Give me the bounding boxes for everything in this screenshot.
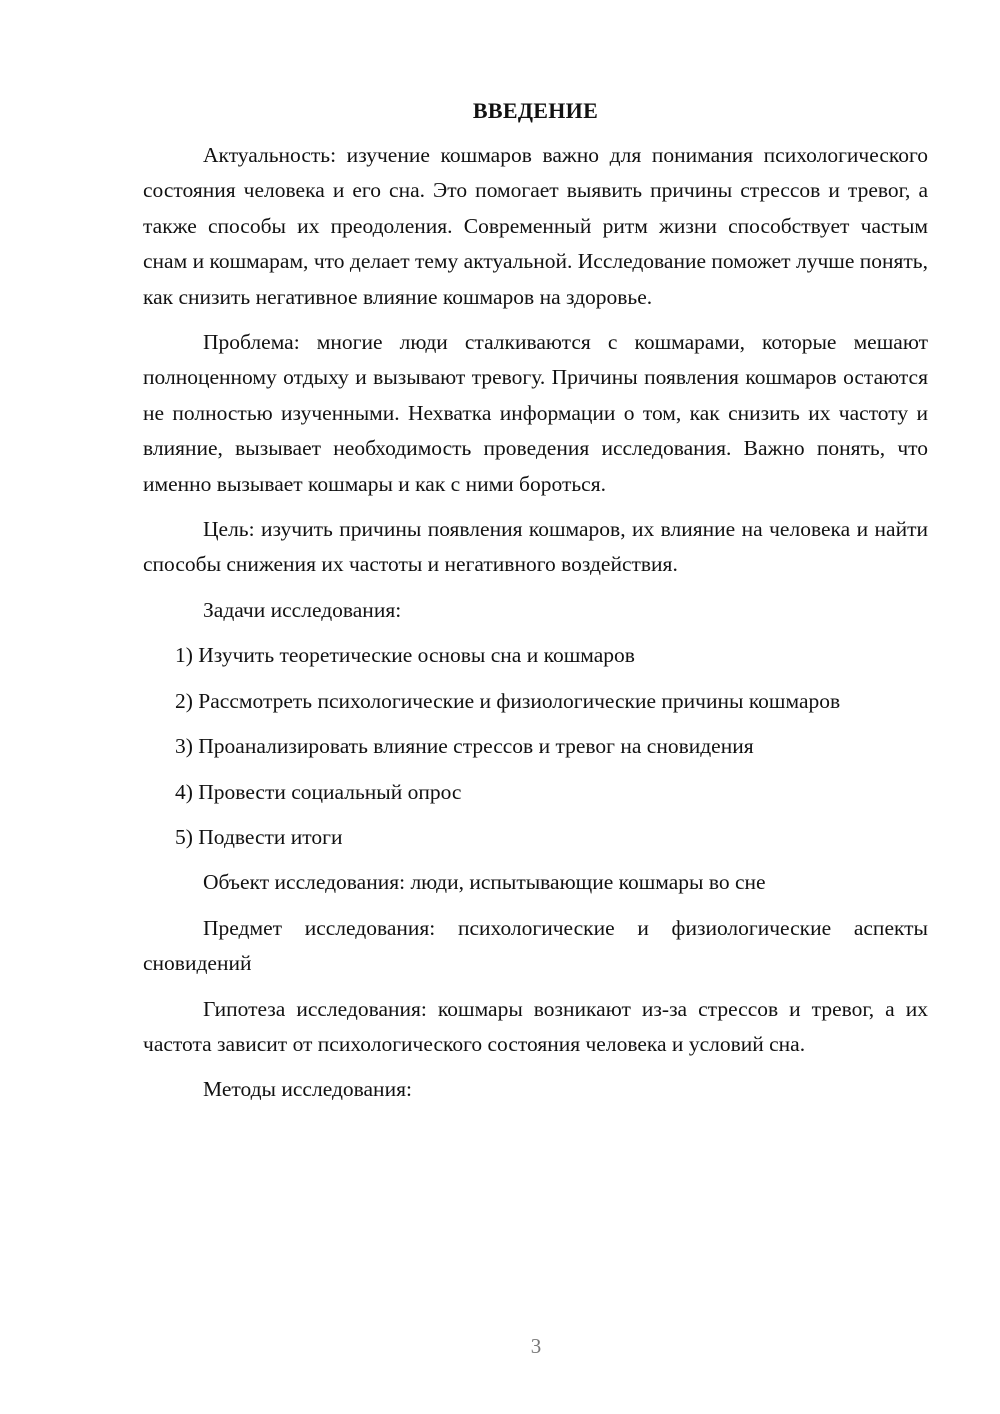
paragraph-object: Объект исследования: люди, испытывающие кошмары во сне xyxy=(203,870,766,895)
task-item-2: 2) Рассмотреть психологические и физиологические причины кошмаров xyxy=(175,688,841,713)
task-item-3: 3) Проанализировать влияние стрессов и тревог на сновидения xyxy=(175,734,754,759)
paragraph-tasks-heading: Задачи исследования: xyxy=(203,597,402,622)
document-page xyxy=(143,96,928,1118)
paragraph-methods: Методы исследования: xyxy=(203,1077,412,1102)
paragraph-hypothesis: Гипотеза исследования: кошмары возникают из-за стрессов и тревог, а их частота зависит от психологического состояния человека и условий сна. xyxy=(143,996,928,1056)
task-item-1: 1) Изучить теоретические основы сна и кошмаров xyxy=(175,643,635,668)
paragraph-problem: Проблема: многие люди сталкиваются с кошмарами, которые мешают полноценному отдыху и вызывают тревогу. Причины появления кошмаров остаются не полностью изученными. Нехватка информации о том, как снизить их частоту и влияние, вызывает необходимость проведения исследования. Важно понять, что именно вызывает кошмары и как с ними бороться. xyxy=(143,330,928,496)
paragraph-relevance: Актуальность: изучение кошмаров важно для понимания психологического состояния человека и его сна. Это помогает выявить причины стрессов и тревог, а также способы их преодоления. Современный ритм жизни способствует частым снам и кошмарам, что делает тему актуальной. Исследование поможет лучше понять, как снизить негативное влияние кошмаров на здоровье. xyxy=(143,143,928,309)
page-number: 3 xyxy=(530,1334,542,1358)
paragraph-goal: Цель: изучить причины появления кошмаров, их влияние на человека и найти способы снижения их частоты и негативного воздействия. xyxy=(143,517,928,577)
section-title: ВВЕДЕНИЕ xyxy=(472,98,599,123)
paragraph-subject: Предмет исследования: психологические и физиологические аспекты сновидений xyxy=(143,915,928,976)
task-item-5: 5) Подвести итоги xyxy=(175,824,343,849)
task-item-4: 4) Провести социальный опрос xyxy=(175,779,462,804)
